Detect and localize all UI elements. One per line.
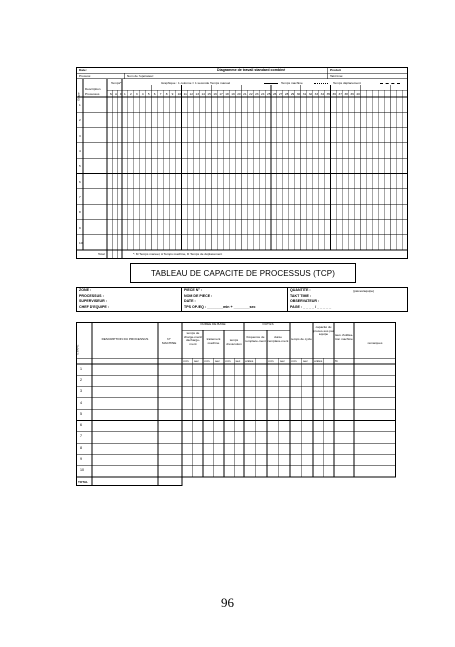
second-number-8: 8 (165, 92, 168, 96)
tcp-step-5: 5 (80, 411, 82, 416)
sec-unit: sec (303, 358, 308, 363)
tcp-table (76, 322, 396, 486)
second-number-10: 10 (177, 92, 182, 96)
description-col-header: DESCRIPTION DU PROCESSUS (101, 337, 149, 341)
pieces-note: (pièces/équipe) (353, 288, 375, 293)
second-number-11: 11 (183, 92, 187, 96)
second-number-38: 38 (344, 92, 348, 96)
second-number-15: 15 (207, 92, 211, 96)
produit-label: Produit (330, 68, 341, 72)
second-number-1: 1 (124, 92, 126, 96)
traitement-header: traitement machine (206, 337, 221, 345)
tcp-step-4: 4 (80, 400, 82, 405)
tcp-step-3: 3 (80, 389, 82, 394)
observateur-field: OBSERVATEUR : (290, 299, 320, 303)
sec-unit: sec (215, 358, 220, 363)
capacite-header: capacité du proces-sus par équipe (313, 325, 334, 337)
step-number-2: 2 (79, 118, 81, 123)
step-number-4: 4 (79, 149, 81, 154)
unites-unit-capacity: unités (314, 358, 323, 363)
second-number-31: 31 (302, 92, 307, 96)
etape-header: Etape (76, 92, 81, 101)
sec-unit: sec (235, 358, 241, 363)
second-number-39: 39 (350, 92, 354, 96)
machine-col-header: N° MACHINE (162, 337, 177, 345)
second-number-22: 22 (249, 92, 253, 96)
min-unit: min (204, 358, 210, 363)
second-number-23: 23 (255, 92, 259, 96)
min-unit: min (291, 358, 297, 363)
second-number-25: 25 (267, 92, 271, 96)
cycle-header: temps de cycle (291, 337, 312, 341)
unites-unit-freq: unités (245, 358, 254, 363)
second-number-26: 26 (272, 92, 277, 96)
step-number-5: 5 (79, 164, 81, 169)
second-number-7: 7 (159, 92, 162, 96)
tcp-step-1: 1 (80, 366, 82, 371)
second-number-12: 12 (189, 92, 193, 96)
second-number-18: 18 (225, 92, 229, 96)
tcp-step-10: 10 (80, 468, 84, 473)
superviseur-field: SUPERVISEUR : (79, 299, 107, 303)
second-number-17: 17 (219, 92, 223, 96)
second-number-2: 2 (129, 92, 132, 96)
manual-line-swatch (264, 83, 278, 84)
second-number-37: 37 (338, 92, 342, 96)
graph-legend-machine: Temps machine (281, 81, 303, 85)
zone-field: ZONE : (79, 288, 92, 292)
outils-header: OUTILS (262, 322, 274, 326)
takt-field: TAKT TIME : (290, 293, 312, 298)
total-label: Total (98, 252, 105, 256)
tps-op-field: TPS OP./EQ : ________min + ________sec (184, 304, 256, 309)
chargement-header: temps de charge-ment/ décharge-ment (183, 331, 203, 346)
frequence-header: fréquence de remplace-ment (245, 335, 266, 343)
second-number-6: 6 (153, 92, 156, 96)
quantite-field: QUANTITE : (290, 288, 311, 292)
step-number-9: 9 (79, 225, 81, 230)
temps-a: A (115, 92, 118, 96)
step-number-8: 8 (79, 210, 81, 215)
process-label: Process: (79, 73, 92, 78)
percent-unit: % (335, 358, 338, 363)
total-row-label: TOTAL (78, 479, 89, 484)
second-number-34: 34 (320, 92, 325, 96)
execution-header: temps d'exécution (226, 338, 242, 346)
etape-col-header: ETAPE (75, 344, 80, 355)
deplacement-line-swatch (380, 83, 400, 84)
temps-header: Temps* (111, 81, 122, 85)
min-unit: min (225, 358, 231, 363)
tcp-step-7: 7 (80, 434, 82, 439)
second-number-40: 40 (356, 92, 360, 96)
second-number-24: 24 (261, 92, 265, 96)
step-number-3: 3 (79, 133, 81, 138)
min-unit: min (268, 358, 274, 363)
second-number-30: 30 (296, 92, 301, 96)
taux-header: taux d'utilisa-tion machine (335, 333, 353, 341)
second-number-33: 33 (314, 92, 319, 96)
takt-label: Takt time: (330, 73, 344, 78)
operator-label: Nom de l'opérateur: (127, 73, 155, 78)
second-number-3: 3 (135, 92, 138, 96)
machine-line-swatch (314, 83, 328, 84)
second-number-16: 16 (213, 92, 217, 96)
second-number-13: 13 (195, 92, 199, 96)
date-label: Date: (79, 68, 87, 72)
temps-d: D (120, 92, 123, 96)
tcp-step-8: 8 (80, 445, 82, 450)
tcp-info-box (76, 287, 408, 312)
page-number: 96 (221, 595, 234, 610)
step-number-7: 7 (79, 194, 81, 199)
second-number-27: 27 (278, 92, 283, 96)
min-unit: min (183, 358, 189, 363)
tcp-step-9: 9 (80, 457, 82, 462)
step-number-6: 6 (79, 179, 81, 184)
sec-unit: sec (194, 358, 199, 363)
tcp-step-6: 6 (80, 423, 82, 428)
step-number-10: 10 (79, 240, 83, 245)
chef-field: CHEF D'EQUIPE : (79, 304, 110, 309)
sec-unit: sec (280, 358, 285, 363)
second-number-36: 36 (332, 92, 336, 96)
second-number-21: 21 (243, 92, 247, 96)
tcp-title: TABLEAU DE CAPACITE DE PROCESSUS (TCP) (151, 268, 335, 278)
processus-header: Processus (85, 92, 100, 96)
second-number-29: 29 (290, 92, 295, 96)
second-number-14: 14 (201, 92, 205, 96)
second-number-28: 28 (284, 92, 289, 96)
second-number-4: 4 (141, 92, 144, 96)
page-field: PAGE : _ _ _ _ / _ _ _ _ _ (290, 304, 332, 309)
temps-m: M (110, 92, 113, 96)
second-number-9: 9 (171, 92, 174, 96)
second-number-32: 32 (308, 92, 313, 96)
tcp-step-2: 2 (80, 377, 82, 382)
graph-legend-manual: Graphique : 1 colonne = 1 seconde Temps manuel (161, 81, 231, 85)
date-field: DATE : (184, 299, 196, 303)
second-number-19: 19 (231, 92, 235, 96)
second-number-35: 35 (326, 92, 331, 96)
tcp-title-box (130, 263, 356, 283)
second-number-20: 20 (237, 92, 241, 96)
tcp-table-grid (76, 322, 396, 486)
processus-field: PROCESSUS : (79, 293, 104, 298)
remarques-header: remarques (367, 341, 383, 345)
second-number-5: 5 (147, 92, 150, 96)
footnote: *: M Temps manuel, A Temps machine, D Temps de déplacement (133, 252, 223, 256)
description-header: Description (85, 87, 101, 91)
piece-no-field: PIECE N° : (184, 288, 203, 292)
sheet-title: Diagramme de travail standard combiné (217, 67, 286, 72)
info-divider-2 (287, 288, 288, 311)
nom-piece-field: NOM DE PIECE : (184, 293, 213, 298)
duree-base-header: DUREE DE BASE (200, 322, 226, 326)
step-number-1: 1 (79, 103, 81, 108)
info-divider-1 (181, 288, 182, 311)
duree-remplacement-header: durée remplace-ment (267, 335, 289, 343)
combined-work-chart (76, 67, 408, 259)
graph-legend-deplacement: Temps déplacement (333, 81, 361, 85)
